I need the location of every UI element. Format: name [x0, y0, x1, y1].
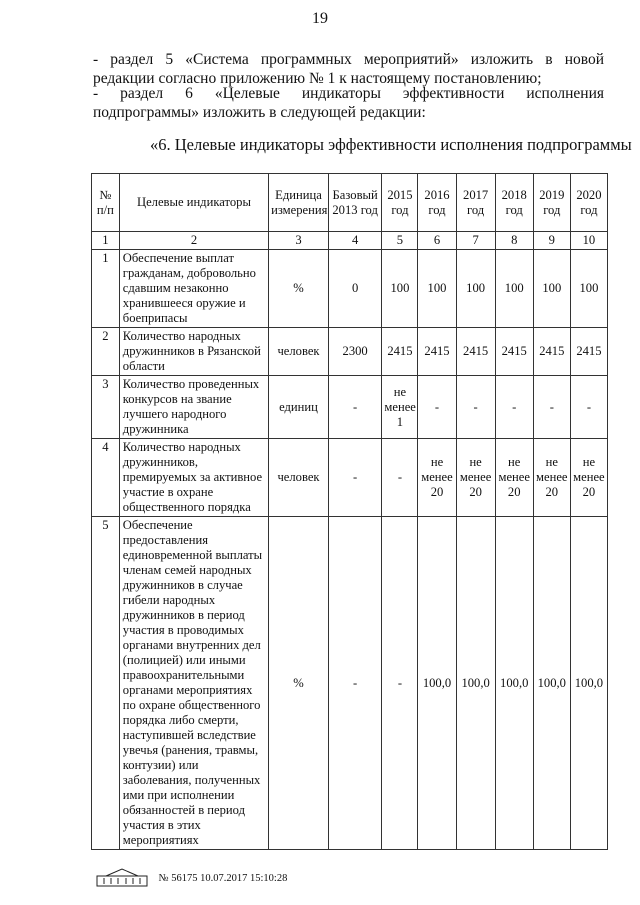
- row-number: 4: [92, 439, 120, 517]
- column-header: 2019 год: [533, 174, 570, 232]
- value-2020: 100,0: [570, 517, 607, 850]
- footer: [96, 867, 287, 890]
- section-title: «6. Целевые индикаторы эффективности исполнения подпрограммы: [150, 135, 632, 154]
- value-2018: 100,0: [495, 517, 533, 850]
- unit-cell: человек: [269, 328, 329, 376]
- paragraph-section-5: [93, 50, 604, 88]
- table-row: [92, 517, 608, 850]
- column-header: 2015 год: [382, 174, 418, 232]
- value-2016: 100: [418, 250, 456, 328]
- column-index: 4: [328, 232, 382, 250]
- value-2017: не менее 20: [456, 439, 495, 517]
- column-header: 2016 год: [418, 174, 456, 232]
- row-number: 5: [92, 517, 120, 850]
- column-header: 2017 год: [456, 174, 495, 232]
- indicator-name: Обеспечение выплат гражданам, добровольно сдавшим незаконно хранившееся оружие и боеприпасы: [119, 250, 268, 328]
- value-2016: не менее 20: [418, 439, 456, 517]
- value-2017: -: [456, 376, 495, 439]
- value-2018: -: [495, 376, 533, 439]
- indicator-name: Количество проведенных конкурсов на звание лучшего народного дружинника: [119, 376, 268, 439]
- base-value: 2300: [328, 328, 382, 376]
- indicators-table: [91, 173, 608, 850]
- value-2019: -: [533, 376, 570, 439]
- value-2020: не менее 20: [570, 439, 607, 517]
- value-2020: 100: [570, 250, 607, 328]
- column-header: Единица измерения: [269, 174, 329, 232]
- base-value: -: [328, 517, 382, 850]
- value-2020: 2415: [570, 328, 607, 376]
- base-value: -: [328, 376, 382, 439]
- paragraph-section-6: [93, 84, 604, 122]
- row-number: 1: [92, 250, 120, 328]
- page-number: 19: [312, 10, 328, 27]
- column-index: 8: [495, 232, 533, 250]
- registration-stamp: № 56175 10.07.2017 15:10:28: [158, 873, 288, 884]
- value-2015: не менее 1: [382, 376, 418, 439]
- value-2020: -: [570, 376, 607, 439]
- paragraph-line: - раздел 5 «Система программных мероприятий» изложить в новой: [93, 51, 604, 68]
- value-2017: 100: [456, 250, 495, 328]
- column-index: 6: [418, 232, 456, 250]
- unit-cell: человек: [269, 439, 329, 517]
- column-index: 1: [92, 232, 120, 250]
- value-2016: -: [418, 376, 456, 439]
- value-2016: 100,0: [418, 517, 456, 850]
- value-2018: 2415: [495, 328, 533, 376]
- table-row: [92, 328, 608, 376]
- unit-cell: %: [269, 250, 329, 328]
- table-row: [92, 376, 608, 439]
- value-2015: -: [382, 517, 418, 850]
- column-index: 2: [119, 232, 268, 250]
- column-header: Базовый 2013 год: [328, 174, 382, 232]
- column-index: 10: [570, 232, 607, 250]
- table-row: [92, 250, 608, 328]
- table-index-row: [92, 232, 608, 250]
- unit-cell: %: [269, 517, 329, 850]
- value-2017: 100,0: [456, 517, 495, 850]
- table-header-row: [92, 174, 608, 232]
- base-value: -: [328, 439, 382, 517]
- base-value: 0: [328, 250, 382, 328]
- value-2019: 100: [533, 250, 570, 328]
- row-number: 3: [92, 376, 120, 439]
- value-2019: 100,0: [533, 517, 570, 850]
- value-2015: 100: [382, 250, 418, 328]
- building-stamp-icon: [96, 867, 148, 890]
- column-header: 2020 год: [570, 174, 607, 232]
- value-2017: 2415: [456, 328, 495, 376]
- column-header: № п/п: [92, 174, 120, 232]
- paragraph-line: подпрограммы» изложить в следующей редакции:: [93, 104, 426, 121]
- value-2018: 100: [495, 250, 533, 328]
- value-2015: 2415: [382, 328, 418, 376]
- column-index: 5: [382, 232, 418, 250]
- value-2016: 2415: [418, 328, 456, 376]
- value-2015: -: [382, 439, 418, 517]
- column-index: 3: [269, 232, 329, 250]
- table-row: [92, 439, 608, 517]
- column-header: Целевые индикаторы: [119, 174, 268, 232]
- unit-cell: единиц: [269, 376, 329, 439]
- column-header: 2018 год: [495, 174, 533, 232]
- paragraph-line: - раздел 6 «Целевые индикаторы эффективности исполнения: [93, 85, 604, 102]
- column-index: 9: [533, 232, 570, 250]
- value-2019: не менее 20: [533, 439, 570, 517]
- paragraph-line: редакции согласно приложению № 1 к настоящему постановлению;: [93, 70, 542, 87]
- indicator-name: Количество народных дружинников, премируемых за активное участие в охране общественного порядка: [119, 439, 268, 517]
- row-number: 2: [92, 328, 120, 376]
- indicator-name: Обеспечение предоставления единовременной выплаты членам семей народных дружинников в случае гибели народных дружинников в период участия в проводимых органами внутренних дел (полицией) или иными правоохранительными органами мероприятиях по охране общественного порядка либо смерти, наступившей вследствие увечья (ранения, травмы, контузии) или заболевания, полученных ими при исполнении обязанностей в период участия в этих мероприятиях: [119, 517, 268, 850]
- value-2019: 2415: [533, 328, 570, 376]
- column-index: 7: [456, 232, 495, 250]
- indicator-name: Количество народных дружинников в Рязанской области: [119, 328, 268, 376]
- value-2018: не менее 20: [495, 439, 533, 517]
